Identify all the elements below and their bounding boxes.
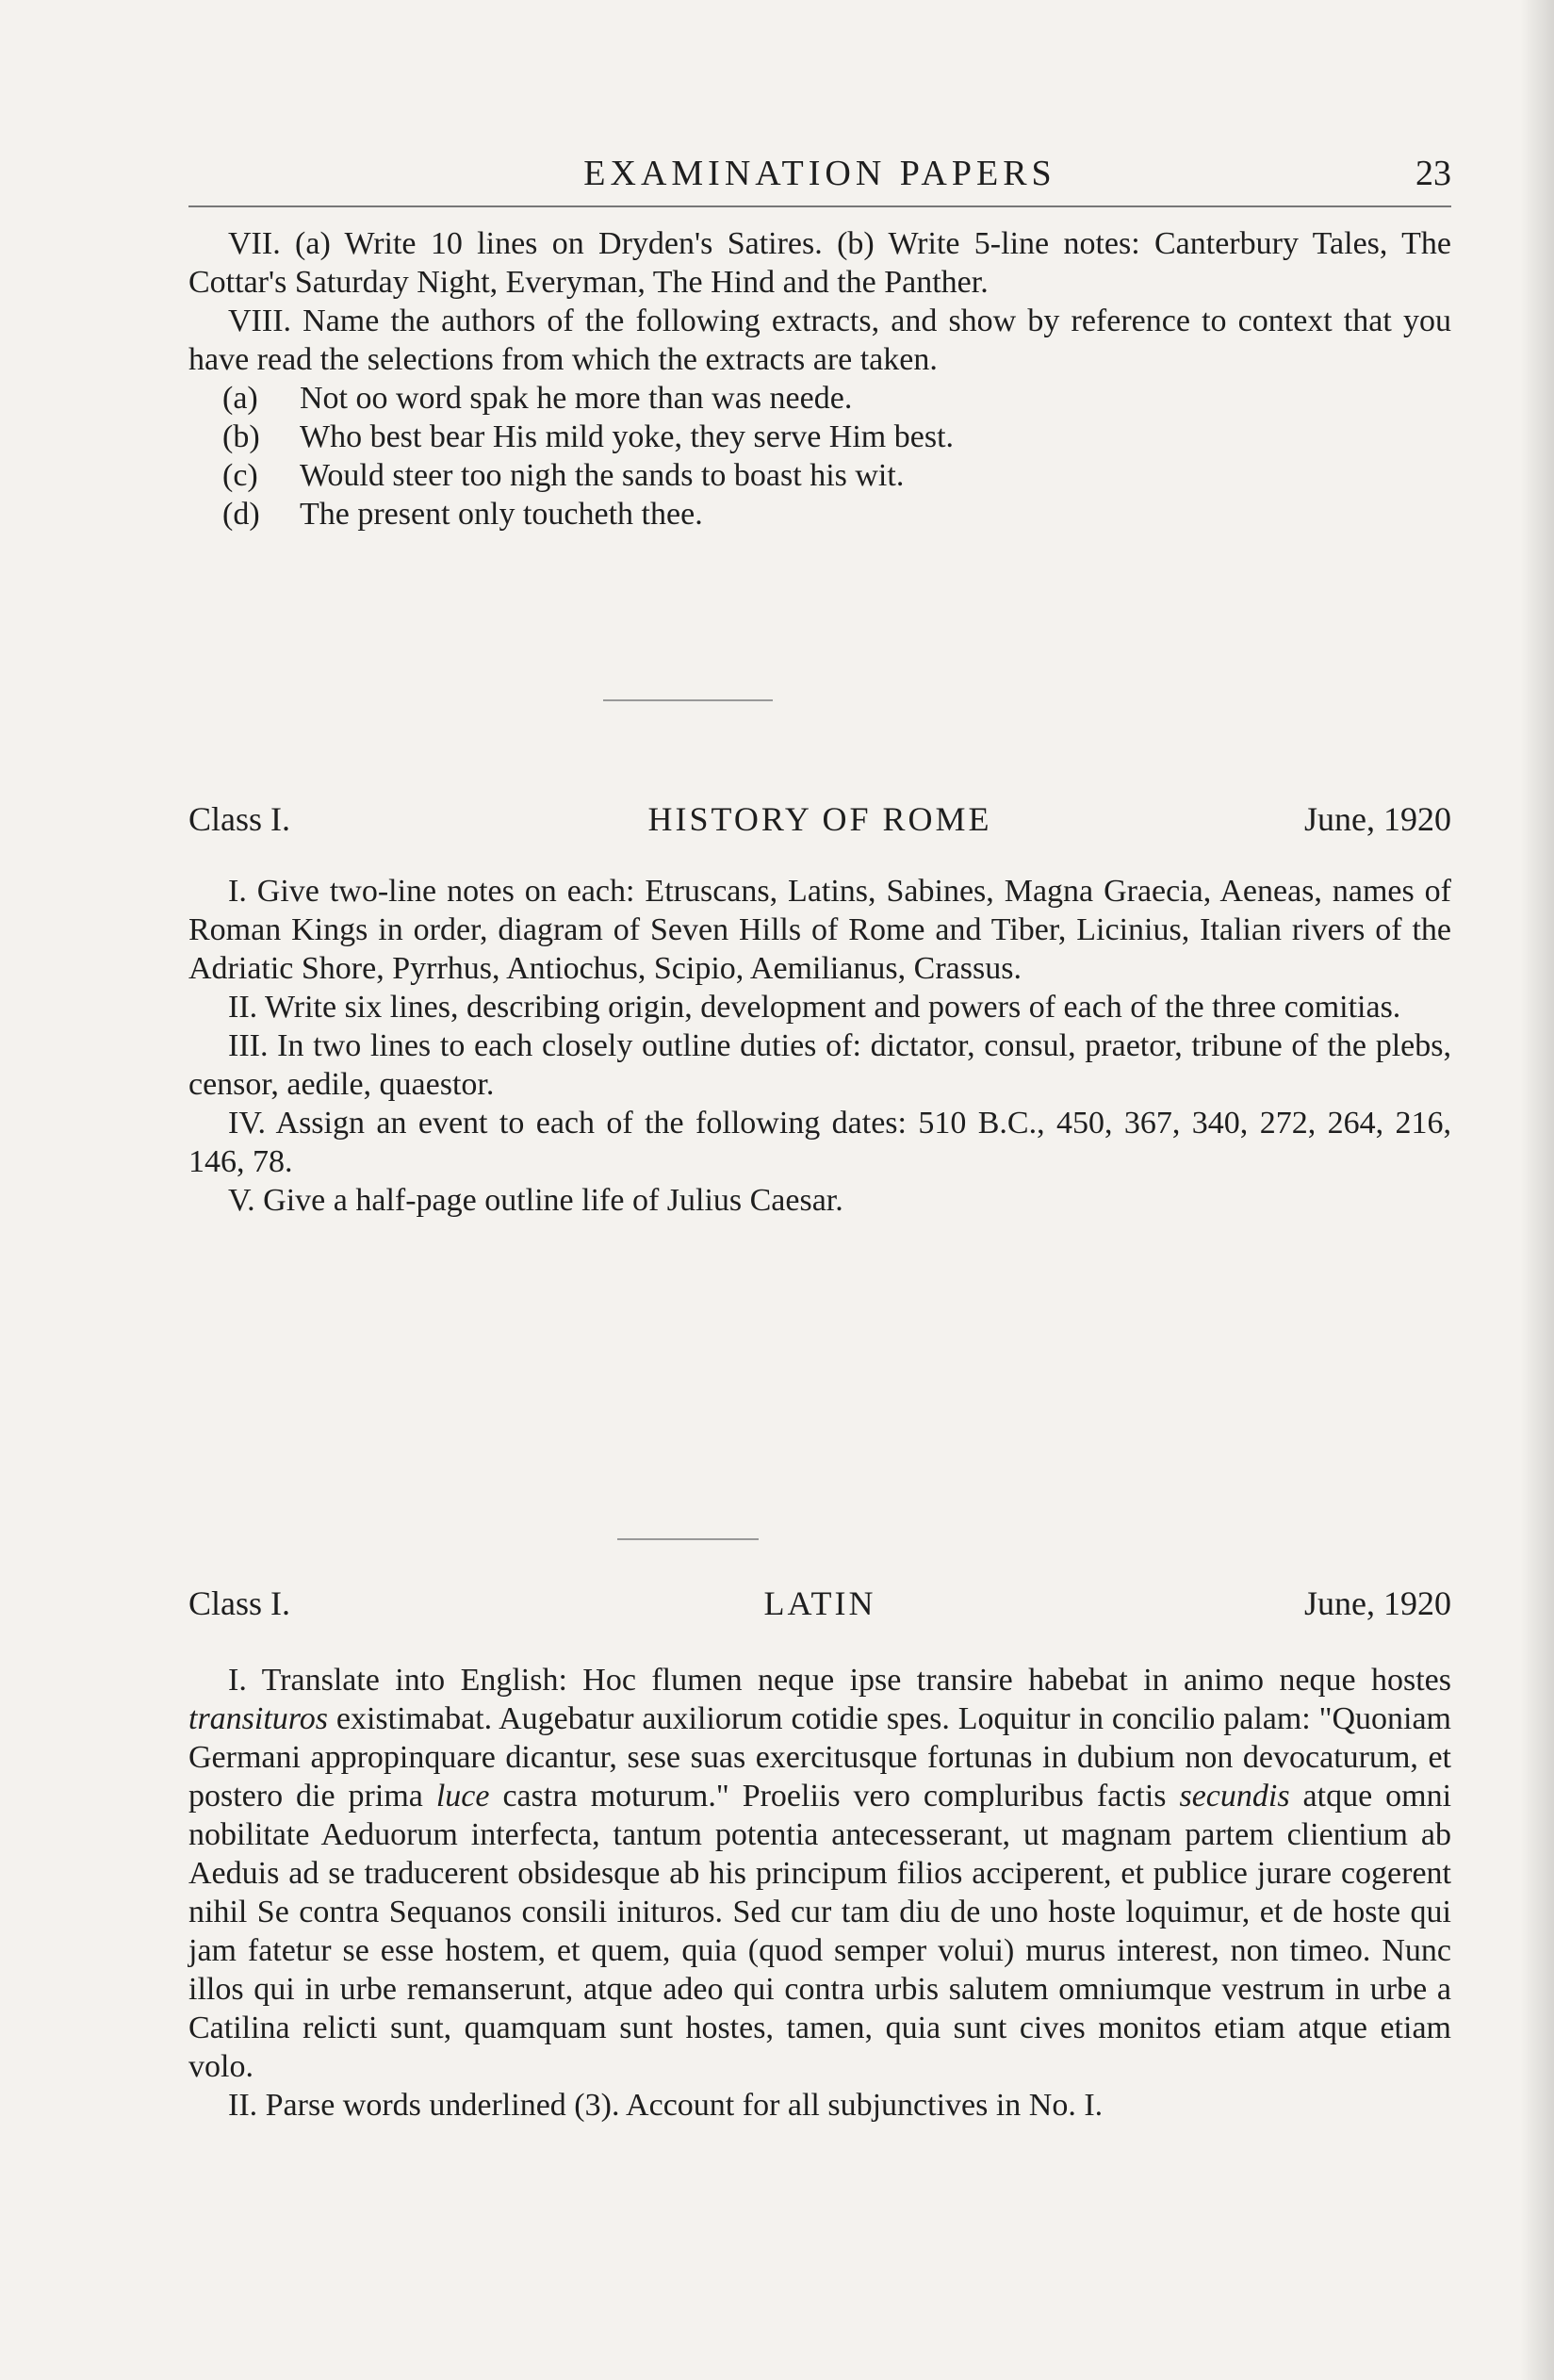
history-question-iv: IV. Assign an event to each of the following dates: 510 B.C., 450, 367, 340, 272, 264, 216, 146, 78.: [188, 1106, 1451, 1179]
latin-question-ii: II. Parse words underlined (3). Account for all subjunctives in No. I.: [228, 2088, 1104, 2123]
extract-list: [188, 379, 1451, 533]
history-question-ii: II. Write six lines, describing origin, development and powers of each of the three comitias.: [228, 990, 1401, 1025]
class-label: Class I.: [188, 1584, 290, 1622]
section-divider: [603, 699, 773, 701]
running-head-title: EXAMINATION PAPERS: [583, 154, 1056, 193]
history-section-heading: [188, 799, 1451, 843]
extract-item: (d) The present only toucheth thee.: [222, 497, 703, 532]
extract-item: (b) Who best bear His mild yoke, they serve Him best.: [222, 419, 955, 454]
question-vii: VII. (a) Write 10 lines on Dryden's Satires. (b) Write 5-line notes: Canterbury Tales, The Cottar's Saturday Night, Everyman, The Hind and the Panther.: [188, 226, 1451, 300]
extract-item: (c) Would steer too nigh the sands to boast his wit.: [222, 458, 905, 493]
english-questions: [188, 224, 1451, 533]
latin-questions: [188, 1661, 1451, 2125]
history-questions: [188, 872, 1451, 1220]
italic-word: secundis: [1179, 1779, 1290, 1814]
subject-title: HISTORY OF ROME: [647, 800, 992, 838]
italic-word: luce: [435, 1779, 490, 1814]
exam-date: June, 1920: [1304, 800, 1451, 838]
running-head: [188, 140, 1451, 207]
history-question-v: V. Give a half-page outline life of Julius Caesar.: [228, 1183, 843, 1218]
page-edge-shadow: [1520, 0, 1554, 2380]
class-label: Class I.: [188, 800, 290, 838]
page-number: 23: [1415, 154, 1451, 193]
question-viii: VIII. Name the authors of the following extracts, and show by reference to context that you have read the selections from which the extracts are taken.: [188, 304, 1451, 377]
italic-word: transituros: [188, 1701, 329, 1736]
latin-question-i: I. Translate into English: Hoc flumen neque ipse transire habebat in animo neque hostes transituros existimabat. Augebatur auxiliorum cotidie spes. Loquitur in concilio palam: "Quoniam Germani appropinquare dicantur, sese suas exercitusque fortunas in dubium non devocaturum, et postero die prima luce castra moturum." Proeliis vero compluribus factis secundis atque omni nobilitate Aeduorum interfecta, tantum potentia antecesserant, ut magnam partem clientium ab Aeduis ad se traducerent obsidesque ab his principum filios acciperent, et publice jurare cogerent nihil Se contra Sequanos consili inituros. Sed cur tam diu de uno hoste loquimur, et de hoste qui jam fatetur se esse hostem, et quem, quia (quod semper volui) murus interest, non timeo. Nunc illos qui in urbe remanserunt, atque adeo qui contra urbis salutem omniumque vestrum in urbe a Catilina relicti sunt, quamquam sunt hostes, tamen, quia sunt cives monitos etiam atque etiam volo.: [188, 1663, 1452, 2084]
subject-title: LATIN: [763, 1584, 876, 1622]
extract-item: (a) Not oo word spak he more than was neede.: [222, 381, 853, 416]
history-question-i: I. Give two-line notes on each: Etruscans, Latins, Sabines, Magna Graecia, Aeneas, names of Roman Kings in order, diagram of Seven Hills of Rome and Tiber, Licinius, Italian rivers of the Adriatic Shore, Pyrrhus, Antiochus, Scipio, Aemilianus, Crassus.: [188, 874, 1451, 986]
latin-section-heading: [188, 1584, 1451, 1627]
history-question-iii: III. In two lines to each closely outline duties of: dictator, consul, praetor, tribune of the plebs, censor, aedile, quaestor.: [188, 1028, 1451, 1102]
section-divider: [617, 1538, 759, 1540]
exam-date: June, 1920: [1304, 1584, 1451, 1622]
